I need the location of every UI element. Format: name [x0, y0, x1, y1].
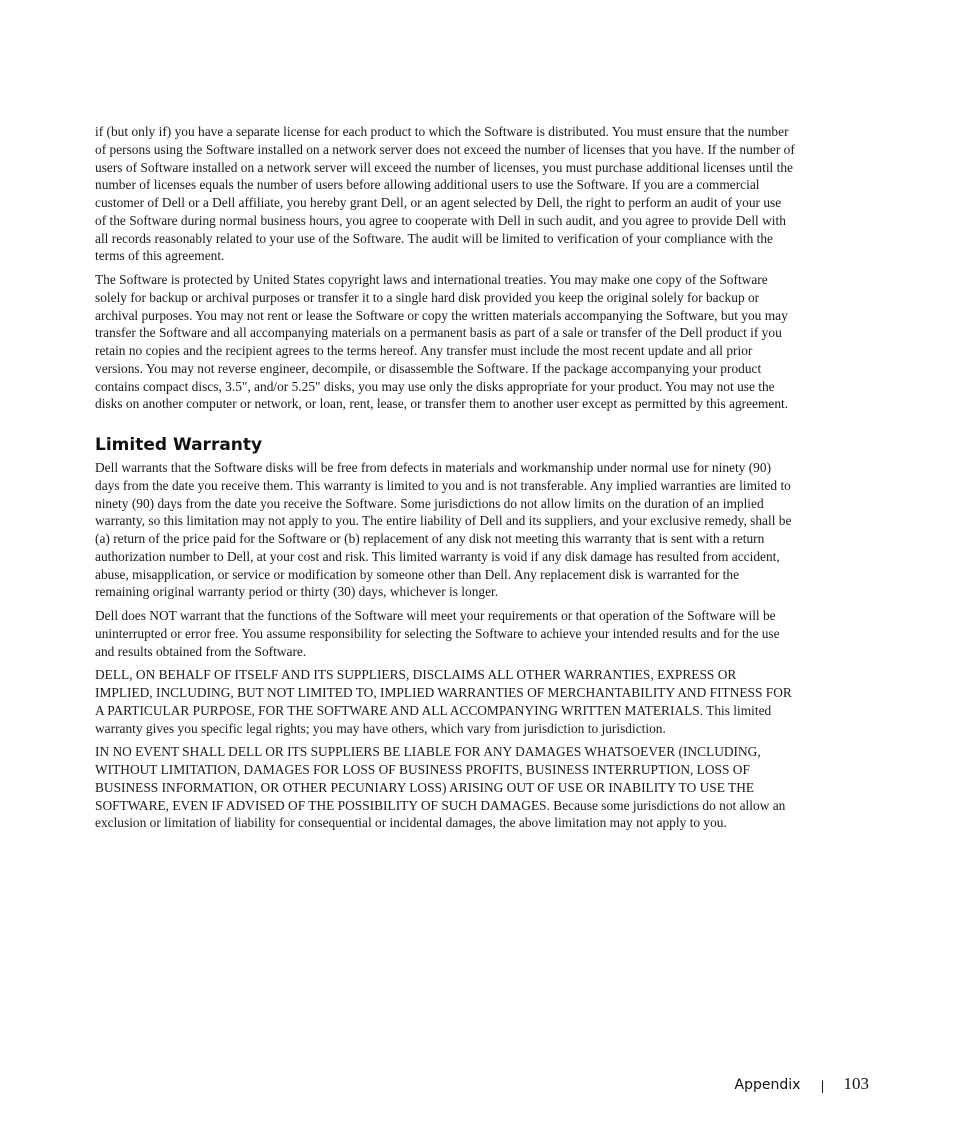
no-warranty-functions-paragraph: Dell does NOT warrant that the functions of the Software will meet your requirements or that operation of the Software will be uninterrupted or error free. You assume responsibility for selecting the Software to achieve your intended results and for the use and results obtained from the Software. [95, 608, 780, 659]
document-page [95, 123, 795, 838]
page-number: 103 [843, 1074, 869, 1093]
warranty-paragraph: Dell warrants that the Software disks will be free from defects in materials and workmanship under normal use for ninety (90) days from the date you receive them. This warranty is limited to you and is not transferable. Any implied warranties are limited to ninety (90) days from the date you receive the Software. Some jurisdictions do not allow limits on the duration of an implied warranty, so this limitation may not apply to you. The entire liability of Dell and its suppliers, and your exclusive remedy, shall be (a) return of the price paid for the Software or (b) replacement of any disk not meeting this warranty that is sent with a return authorization number to Dell, at your cost and risk. This limited warranty is void if any disk damage has resulted from accident, abuse, misapplication, or service or modification by someone other than Dell. Any replacement disk is warranted for the remaining original warranty period or thirty (30) days, whichever is longer. [95, 460, 792, 600]
footer-separator: | [820, 1079, 825, 1093]
liability-paragraph: IN NO EVENT SHALL DELL OR ITS SUPPLIERS BE LIABLE FOR ANY DAMAGES WHATSOEVER (INCLUDING, WITHOUT LIMITATION, DAMAGES FOR LOSS OF BUSINESS PROFITS, BUSINESS INTERRUPTION, LOSS OF BUSINESS INFORMATION, OR OTHER PECUNIARY LOSS) ARISING OUT OF USE OR INABILITY TO USE THE SOFTWARE, EVEN IF ADVISED OF THE POSSIBILITY OF SUCH DAMAGES. Because some jurisdictions do not allow an exclusion or limitation of liability for consequential or incidental damages, the above limitation may not apply to you. [95, 744, 786, 831]
disclaimer-paragraph: DELL, ON BEHALF OF ITSELF AND ITS SUPPLIERS, DISCLAIMS ALL OTHER WARRANTIES, EXPRESS OR IMPLIED, INCLUDING, BUT NOT LIMITED TO, IMPLIED WARRANTIES OF MERCHANTABILITY AND FITNESS FOR A PARTICULAR PURPOSE, FOR THE SOFTWARE AND ALL ACCOMPANYING WRITTEN MATERIALS. This limited warranty gives you specific legal rights; you may have others, which vary from jurisdiction to jurisdiction. [95, 667, 792, 736]
section-heading-limited-warranty: Limited Warranty [95, 435, 263, 455]
footer-section-name: Appendix [734, 1077, 801, 1093]
license-terms-paragraph: if (but only if) you have a separate license for each product to which the Software is distributed. You must ensure that the number of persons using the Software installed on a network server does not exceed the number of licenses that you have. If the number of users of Software installed on a network server will exceed the number of licenses, you must purchase additional licenses until the number of licenses equals the number of users before allowing additional users to use the Software. If you are a commercial customer of Dell or a Dell affiliate, you hereby grant Dell, or an agent selected by Dell, the right to perform an audit of your use of the Software during normal business hours, you agree to cooperate with Dell in such audit, and you agree to provide Dell with all records reasonably related to your use of the Software. The audit will be limited to verification of your compliance with the terms of this agreement. [95, 124, 795, 264]
copyright-paragraph: The Software is protected by United States copyright laws and international treaties. You may make one copy of the Software solely for backup or archival purposes or transfer it to a single hard disk provided you keep the original solely for backup or archival purposes. You may not rent or lease the Software or copy the written materials accompanying the Software, but you may transfer the Software and all accompanying materials on a permanent basis as part of a sale or transfer of the Dell product if you retain no copies and the recipient agrees to the terms hereof. Any transfer must include the most recent update and all prior versions. You may not reverse engineer, decompile, or disassemble the Software. If the package accompanying your product contains compact discs, 3.5", and/or 5.25" disks, you may use only the disks appropriate for your product. You may not use the disks on another computer or network, or loan, rent, lease, or transfer them to another user except as permitted by this agreement. [95, 272, 789, 412]
page-footer [735, 1074, 869, 1094]
